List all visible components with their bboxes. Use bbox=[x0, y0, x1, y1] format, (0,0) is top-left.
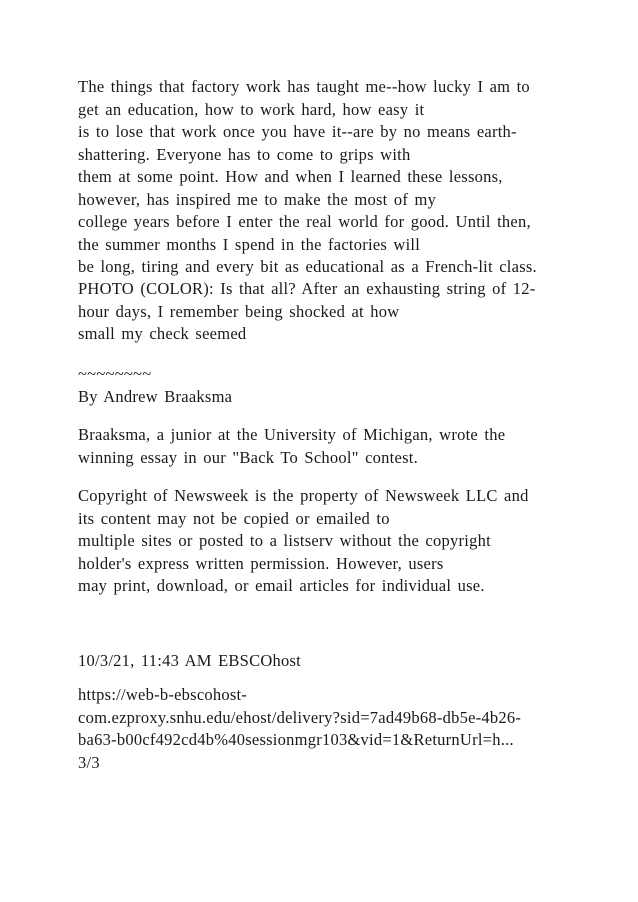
copyright-line: may print, download, or email articles for individual use. bbox=[78, 576, 485, 595]
paragraph-line: The things that factory work has taught me--how lucky I am to bbox=[78, 77, 530, 96]
paragraph-line: the summer months I spend in the factories will bbox=[78, 234, 421, 254]
print-header bbox=[78, 650, 578, 673]
source-url-line: ba63-b00cf492cd4b%40sessionmgr103&vid=1&ReturnUrl=h... bbox=[78, 730, 514, 749]
caption-line: PHOTO (COLOR): Is that all? After an exhausting string of 12- bbox=[78, 279, 536, 298]
author-note bbox=[78, 424, 578, 469]
paragraph-line: be long, tiring and every bit as educational as a French-lit class. bbox=[78, 257, 537, 276]
copyright-line: multiple sites or posted to a listserv without the copyright bbox=[78, 531, 491, 550]
copyright-line: its content may not be copied or emailed to bbox=[78, 508, 390, 528]
paragraph-line: them at some point. How and when I learned these lessons, bbox=[78, 167, 503, 186]
photo-caption bbox=[78, 278, 578, 346]
author-note-line: Braaksma, a junior at the University of Michigan, wrote the bbox=[78, 425, 506, 444]
paragraph-line: shattering. Everyone has to come to grips with bbox=[78, 144, 411, 164]
paragraph-line: get an education, how to work hard, how easy it bbox=[78, 99, 425, 119]
copyright-line: holder's express written permission. However, users bbox=[78, 553, 444, 573]
author-note-line: winning essay in our "Back To School" contest. bbox=[78, 447, 418, 467]
print-footer bbox=[78, 684, 578, 774]
separator: ~~~~~~~~ bbox=[78, 364, 152, 383]
paragraph-line: is to lose that work once you have it--are by no means earth- bbox=[78, 122, 517, 141]
page-number: 3/3 bbox=[78, 752, 100, 772]
caption-line: hour days, I remember being shocked at how bbox=[78, 301, 400, 321]
paragraph-line: however, has inspired me to make the most of my bbox=[78, 189, 437, 209]
source-url-line: https://web-b-ebscohost- bbox=[78, 685, 248, 704]
paragraph-line: college years before I enter the real world for good. Until then, bbox=[78, 212, 531, 231]
copyright-notice bbox=[78, 485, 578, 598]
source-url-line: com.ezproxy.snhu.edu/ehost/delivery?sid=7ad49b68-db5e-4b26- bbox=[78, 707, 522, 727]
byline: By Andrew Braaksma bbox=[78, 386, 233, 406]
copyright-line: Copyright of Newsweek is the property of Newsweek LLC and bbox=[78, 486, 529, 505]
caption-line: small my check seemed bbox=[78, 324, 247, 343]
byline-section bbox=[78, 363, 578, 408]
essay-closing-paragraph bbox=[78, 76, 578, 279]
print-timestamp: 10/3/21, 11:43 AM EBSCOhost bbox=[78, 651, 302, 670]
